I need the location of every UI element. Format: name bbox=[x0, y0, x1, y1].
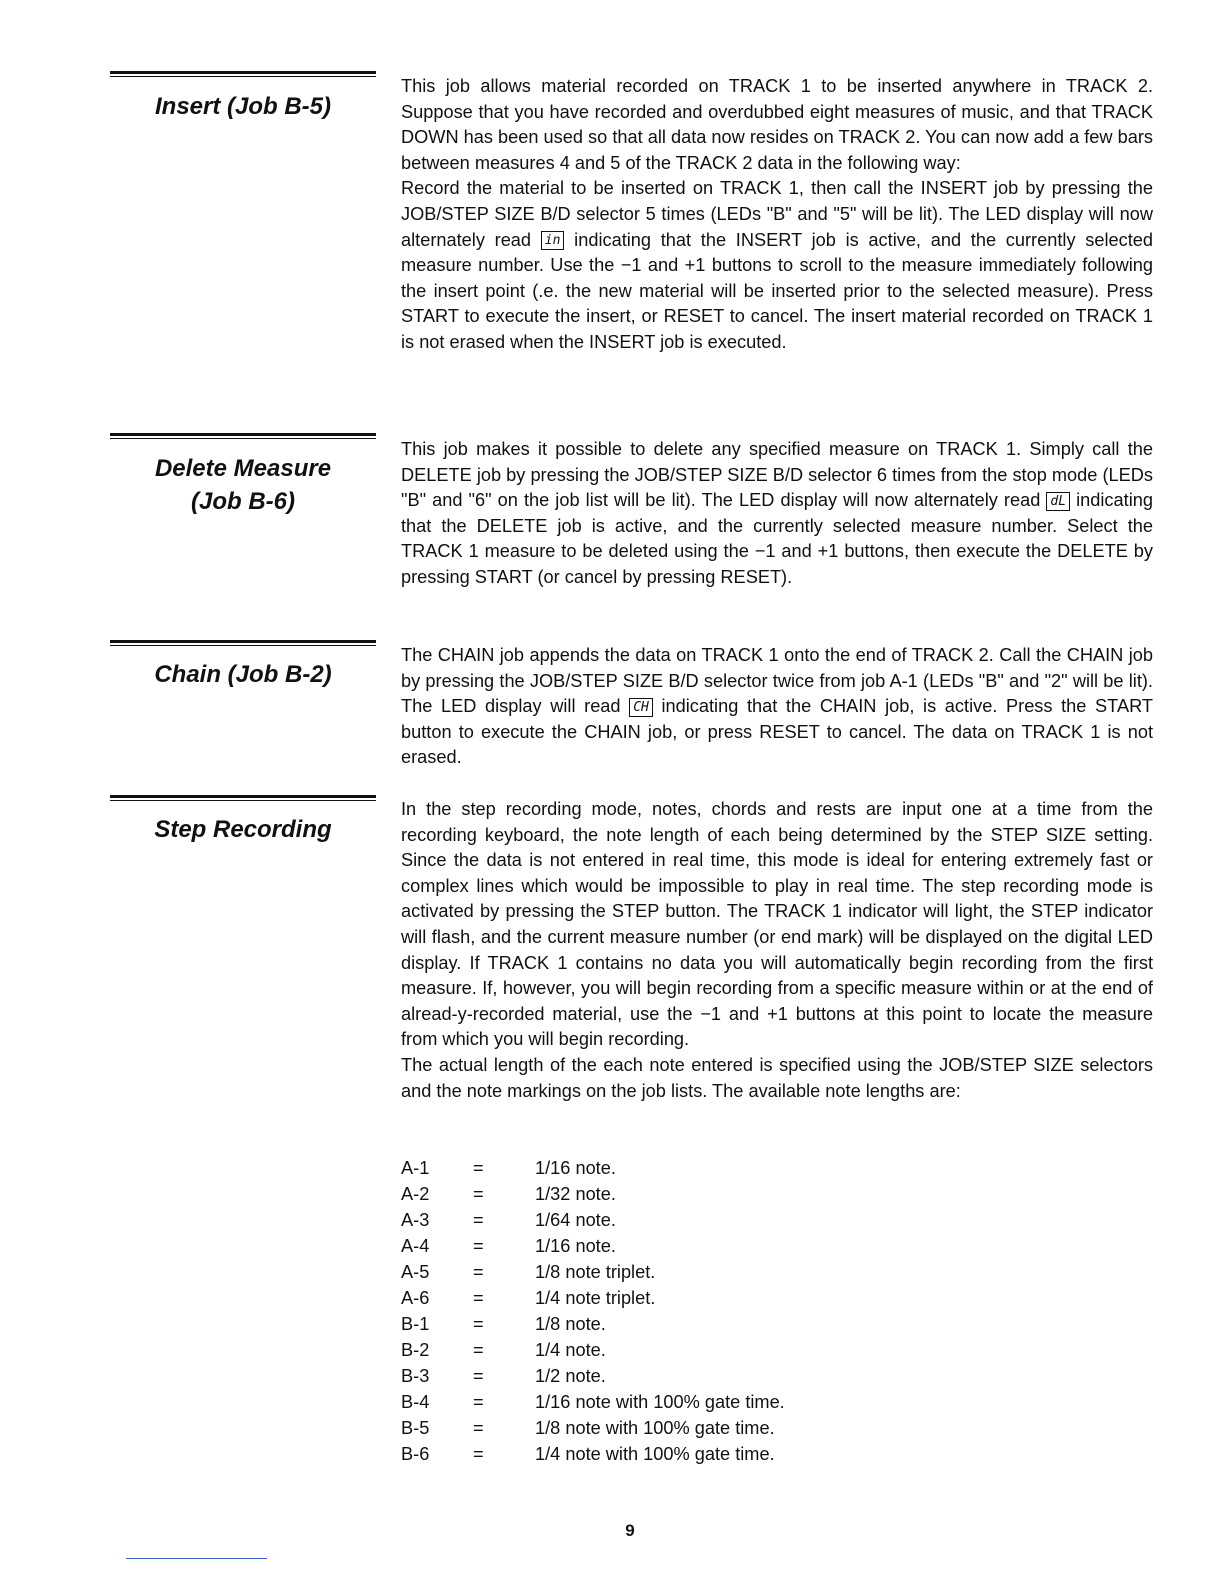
paragraph-text: Record the material to be inserted on TRACK 1, then call the INSERT job by pressing the JOB/STEP SIZE B/D selector 5 times (LEDs "B" and "5" will be lit). The LED display will now alternately read bbox=[401, 178, 1153, 250]
note-length-row bbox=[401, 1259, 785, 1285]
led-display-indicator: dL bbox=[1046, 492, 1070, 511]
paragraph-text: indicating that the DELETE job is active, and the currently selected measure number. Select the TRACK 1 measure to be deleted using the −1 and +1 buttons, then execute the DELETE by pressing START (or cancel by pressing RESET). bbox=[401, 490, 1153, 587]
equals-sign: = bbox=[473, 1158, 484, 1178]
paragraph-text: The CHAIN job appends the data on TRACK 1 onto the end of TRACK 2. Call the CHAIN job by pressing the JOB/STEP SIZE B/D selector twice from job A-1 (LEDs "B" and "2" will be lit). The LED display will read bbox=[401, 645, 1153, 717]
note-length-row bbox=[401, 1337, 785, 1363]
paragraph: The actual length of the each note entered is specified using the JOB/STEP SIZE selectors and the note markings on the job lists. The available note lengths are: bbox=[401, 1054, 1153, 1101]
equals-sign: = bbox=[473, 1392, 484, 1412]
note-code: B-1 bbox=[401, 1314, 430, 1334]
paragraph-text: indicating that the CHAIN job, is active. Press the START button to execute the CHAIN job, or press RESET to cancel. The data on TRACK 1 is not erased. bbox=[401, 696, 1153, 768]
note-code: A-6 bbox=[401, 1288, 430, 1308]
note-length-value: 1/4 note triplet. bbox=[535, 1288, 656, 1308]
note-length-row bbox=[401, 1363, 785, 1389]
equals-sign: = bbox=[473, 1236, 484, 1256]
equals-sign: = bbox=[473, 1210, 484, 1230]
note-length-value: 1/64 note. bbox=[535, 1210, 616, 1230]
note-length-row bbox=[401, 1415, 785, 1441]
note-length-row bbox=[401, 1441, 785, 1467]
led-display-indicator: in bbox=[541, 231, 565, 250]
heading-line: (Job B-6) bbox=[191, 488, 295, 515]
equals-sign: = bbox=[473, 1314, 484, 1334]
paragraph bbox=[401, 176, 1153, 355]
section-heading-step-recording: Step Recording bbox=[154, 816, 332, 843]
paragraph bbox=[401, 437, 1153, 591]
section-heading-insert: Insert (Job B-5) bbox=[154, 93, 331, 120]
note-length-value: 1/4 note with 100% gate time. bbox=[535, 1444, 775, 1464]
note-code: A-2 bbox=[401, 1184, 430, 1204]
section-body-chain bbox=[401, 643, 1153, 771]
note-length-row bbox=[401, 1311, 785, 1337]
note-code: B-5 bbox=[401, 1418, 430, 1438]
paragraph: In the step recording mode, notes, chords and rests are input one at a time from the recording keyboard, the note length of each being determined by the STEP SIZE setting. Since the data is not entered in real time, this mode is ideal for entering extremely fast or complex lines which would be impossible to play in real time. The step recording mode is activated by pressing the STEP button. The TRACK 1 indicator will light, the STEP indicator will flash, and the current measure number (or end mark) will be displayed on the digital LED display. If TRACK 1 contains no data you will automatically begin recording from the first measure. If, however, you will begin recording from a specific measure within or at the end of alread-y-recorded material, use the −1 and +1 buttons at this point to locate the measure from which you will begin recording. bbox=[401, 799, 1153, 1050]
note-length-value: 1/8 note triplet. bbox=[535, 1262, 656, 1282]
note-length-table bbox=[401, 1155, 785, 1467]
led-display-indicator: CH bbox=[629, 698, 653, 717]
note-code: B-6 bbox=[401, 1444, 430, 1464]
note-code: A-1 bbox=[401, 1158, 430, 1178]
page-number: 9 bbox=[625, 1521, 635, 1540]
note-length-row bbox=[401, 1233, 785, 1259]
section-heading-chain: Chain (Job B-2) bbox=[154, 661, 332, 688]
equals-sign: = bbox=[473, 1262, 484, 1282]
footer-line bbox=[126, 1558, 267, 1559]
equals-sign: = bbox=[473, 1340, 484, 1360]
note-code: B-2 bbox=[401, 1340, 430, 1360]
note-length-value: 1/32 note. bbox=[535, 1184, 616, 1204]
equals-sign: = bbox=[473, 1418, 484, 1438]
paragraph: This job allows material recorded on TRACK 1 to be inserted anywhere in TRACK 2. Suppose that you have recorded and overdubbed eight measures of music, and that TRACK DOWN has been used so that all data now resides on TRACK 2. You can now add a few bars between measures 4 and 5 of the TRACK 2 data in the following way: bbox=[401, 76, 1153, 173]
note-length-value: 1/8 note with 100% gate time. bbox=[535, 1418, 775, 1438]
section-divider bbox=[110, 795, 376, 801]
heading-line: Delete Measure bbox=[154, 455, 332, 482]
note-code: B-3 bbox=[401, 1366, 430, 1386]
note-length-value: 1/16 note. bbox=[535, 1158, 616, 1178]
section-body-insert bbox=[401, 74, 1153, 356]
section-heading-delete-measure bbox=[110, 452, 376, 518]
equals-sign: = bbox=[473, 1366, 484, 1386]
note-length-row bbox=[401, 1155, 785, 1181]
section-body-delete-measure bbox=[401, 437, 1153, 591]
note-length-value: 1/2 note. bbox=[535, 1366, 606, 1386]
note-length-value: 1/4 note. bbox=[535, 1340, 606, 1360]
note-length-row bbox=[401, 1181, 785, 1207]
paragraph bbox=[401, 643, 1153, 771]
note-length-row bbox=[401, 1389, 785, 1415]
note-length-row bbox=[401, 1207, 785, 1233]
note-length-value: 1/8 note. bbox=[535, 1314, 606, 1334]
note-length-row bbox=[401, 1285, 785, 1311]
equals-sign: = bbox=[473, 1184, 484, 1204]
section-divider bbox=[110, 433, 376, 439]
note-length-value: 1/16 note with 100% gate time. bbox=[535, 1392, 785, 1412]
note-code: A-3 bbox=[401, 1210, 430, 1230]
paragraph-text: This job makes it possible to delete any specified measure on TRACK 1. Simply call the DELETE job by pressing the JOB/STEP SIZE B/D selector 6 times from the stop mode (LEDs "B" and "6" on the job list will be lit). The LED display will now alternately read bbox=[401, 439, 1153, 511]
paragraph-text: indicating that the INSERT job is active, and the currently selected measure number. Use the −1 and +1 buttons to scroll to the measure immediately following the insert point (.e. the new material will be inserted prior to the selected measure). Press START to execute the insert, or RESET to cancel. The insert material recorded on TRACK 1 is not erased when the INSERT job is executed. bbox=[401, 229, 1153, 352]
equals-sign: = bbox=[473, 1444, 484, 1464]
note-code: B-4 bbox=[401, 1392, 430, 1412]
equals-sign: = bbox=[473, 1288, 484, 1308]
section-divider bbox=[110, 71, 376, 77]
section-body-step-recording bbox=[401, 797, 1153, 1104]
note-code: A-4 bbox=[401, 1236, 430, 1256]
section-divider bbox=[110, 640, 376, 646]
note-code: A-5 bbox=[401, 1262, 430, 1282]
note-length-value: 1/16 note. bbox=[535, 1236, 616, 1256]
